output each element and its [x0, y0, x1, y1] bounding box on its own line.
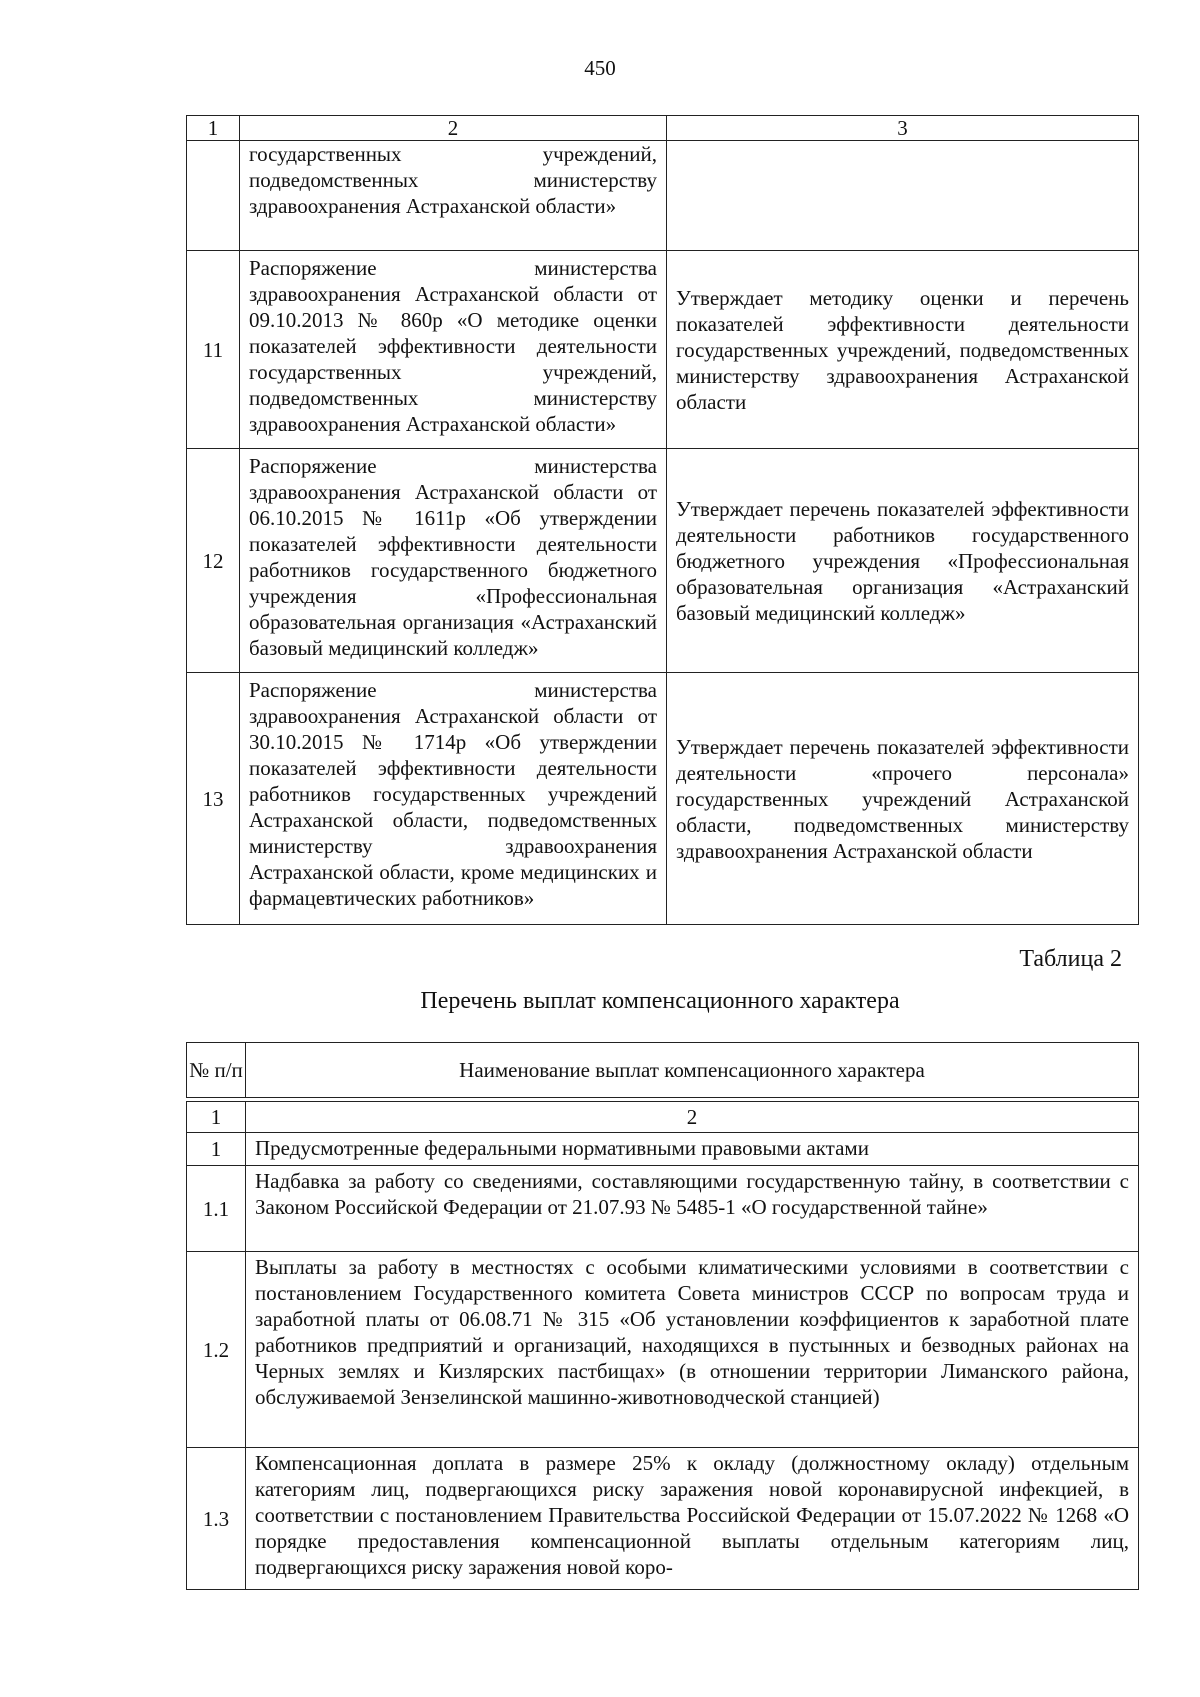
payment-name: Надбавка за работу со сведениями, составляющими государственную тайну, в соответствии с Законом Российской Федерации от 21.07.93 № 5485-1 «О государственной тайне»: [246, 1166, 1139, 1252]
document-cell: Распоряжение министерства здравоохранения Астраханской области от 06.10.2015 № 1611р «Об утверждении показателей эффективности деятельности работников государственного бюджетного учреждения «Профессиональная образовательная организация «Астраханский базовый медицинский колледж»: [240, 449, 667, 673]
table-title: Перечень выплат компенсационного характера: [420, 988, 900, 1014]
header-number: № п/п: [187, 1043, 246, 1098]
table-row: [187, 1133, 1139, 1166]
description-cell: Утверждает перечень показателей эффективности деятельности «прочего персонала» государственных учреждений Астраханской области, подведомственных министерству здравоохранения Астраханской области: [667, 673, 1139, 925]
row-number: 12: [187, 449, 240, 673]
regulations-table: [186, 115, 1139, 925]
table-row: [187, 251, 1139, 449]
description-cell: [667, 141, 1139, 251]
document-cell: Распоряжение министерства здравоохранения Астраханской области от 09.10.2013 № 860р «О методике оценки показателей эффективности деятельности государственных учреждений, подведомственных министерству здравоохранения Астраханской области»: [240, 251, 667, 449]
table-label: Таблица 2: [1019, 946, 1122, 972]
row-number: 1.1: [187, 1166, 246, 1252]
header-name: Наименование выплат компенсационного характера: [246, 1043, 1139, 1098]
column-number-row: [187, 1102, 1139, 1133]
row-number: 1.2: [187, 1252, 246, 1448]
payment-name: Компенсационная доплата в размере 25% к окладу (должностному окладу) отдельным категориям лиц, подвергающихся риску заражения новой коронавирусной инфекцией, в соответствии с постановлением Правительства Российской Федерации от 15.07.2022 № 1268 «О порядке предоставления компенсационной выплаты отдельным категориям лиц, подвергающихся риску заражения новой коро-: [246, 1448, 1139, 1590]
compensation-table-header: [186, 1042, 1139, 1098]
payment-name: Предусмотренные федеральными нормативными правовыми актами: [246, 1133, 1139, 1166]
table-row: [187, 1448, 1139, 1590]
column-number-1: 1: [187, 116, 240, 141]
page-number: 450: [584, 56, 616, 80]
table-row: [187, 449, 1139, 673]
row-number: 1: [187, 1133, 246, 1166]
table-header-row: [187, 1043, 1139, 1098]
document-cell: Распоряжение министерства здравоохранения Астраханской области от 30.10.2015 № 1714р «Об утверждении показателей эффективности деятельности работников государственных учреждений Астраханской области, подведомственных министерству здравоохранения Астраханской области, кроме медицинских и фармацевтических работников»: [240, 673, 667, 925]
column-number-1: 1: [187, 1102, 246, 1133]
table-row: [187, 1252, 1139, 1448]
document-cell: государственных учреждений, подведомственных министерству здравоохранения Астраханской области»: [240, 141, 667, 251]
column-number-2: 2: [240, 116, 667, 141]
table-row-continuation: [187, 141, 1139, 251]
row-number: 1.3: [187, 1448, 246, 1590]
table-header-row: [187, 116, 1139, 141]
row-number: 13: [187, 673, 240, 925]
description-cell: Утверждает методику оценки и перечень показателей эффективности деятельности государственных учреждений, подведомственных министерству здравоохранения Астраханской области: [667, 251, 1139, 449]
row-number: [187, 141, 240, 251]
payment-name: Выплаты за работу в местностях с особыми климатическими условиями в соответствии с постановлением Государственного комитета Совета министров СССР по вопросам труда и заработной платы от 06.08.71 № 315 «Об установлении коэффициентов к заработной плате работников предприятий и организаций, находящихся в пустынных и безводных районах на Черных землях и Кизлярских пастбищах» (в отношении территории Лиманского района, обслуживаемой Зензелинской машинно-животноводческой станцией): [246, 1252, 1139, 1448]
column-number-2: 2: [246, 1102, 1139, 1133]
row-number: 11: [187, 251, 240, 449]
column-number-3: 3: [667, 116, 1139, 141]
compensation-table: [186, 1101, 1139, 1590]
table-row: [187, 673, 1139, 925]
description-cell: Утверждает перечень показателей эффективности деятельности работников государственного бюджетного учреждения «Профессиональная образовательная организация «Астраханский базовый медицинский колледж»: [667, 449, 1139, 673]
table-row: [187, 1166, 1139, 1252]
